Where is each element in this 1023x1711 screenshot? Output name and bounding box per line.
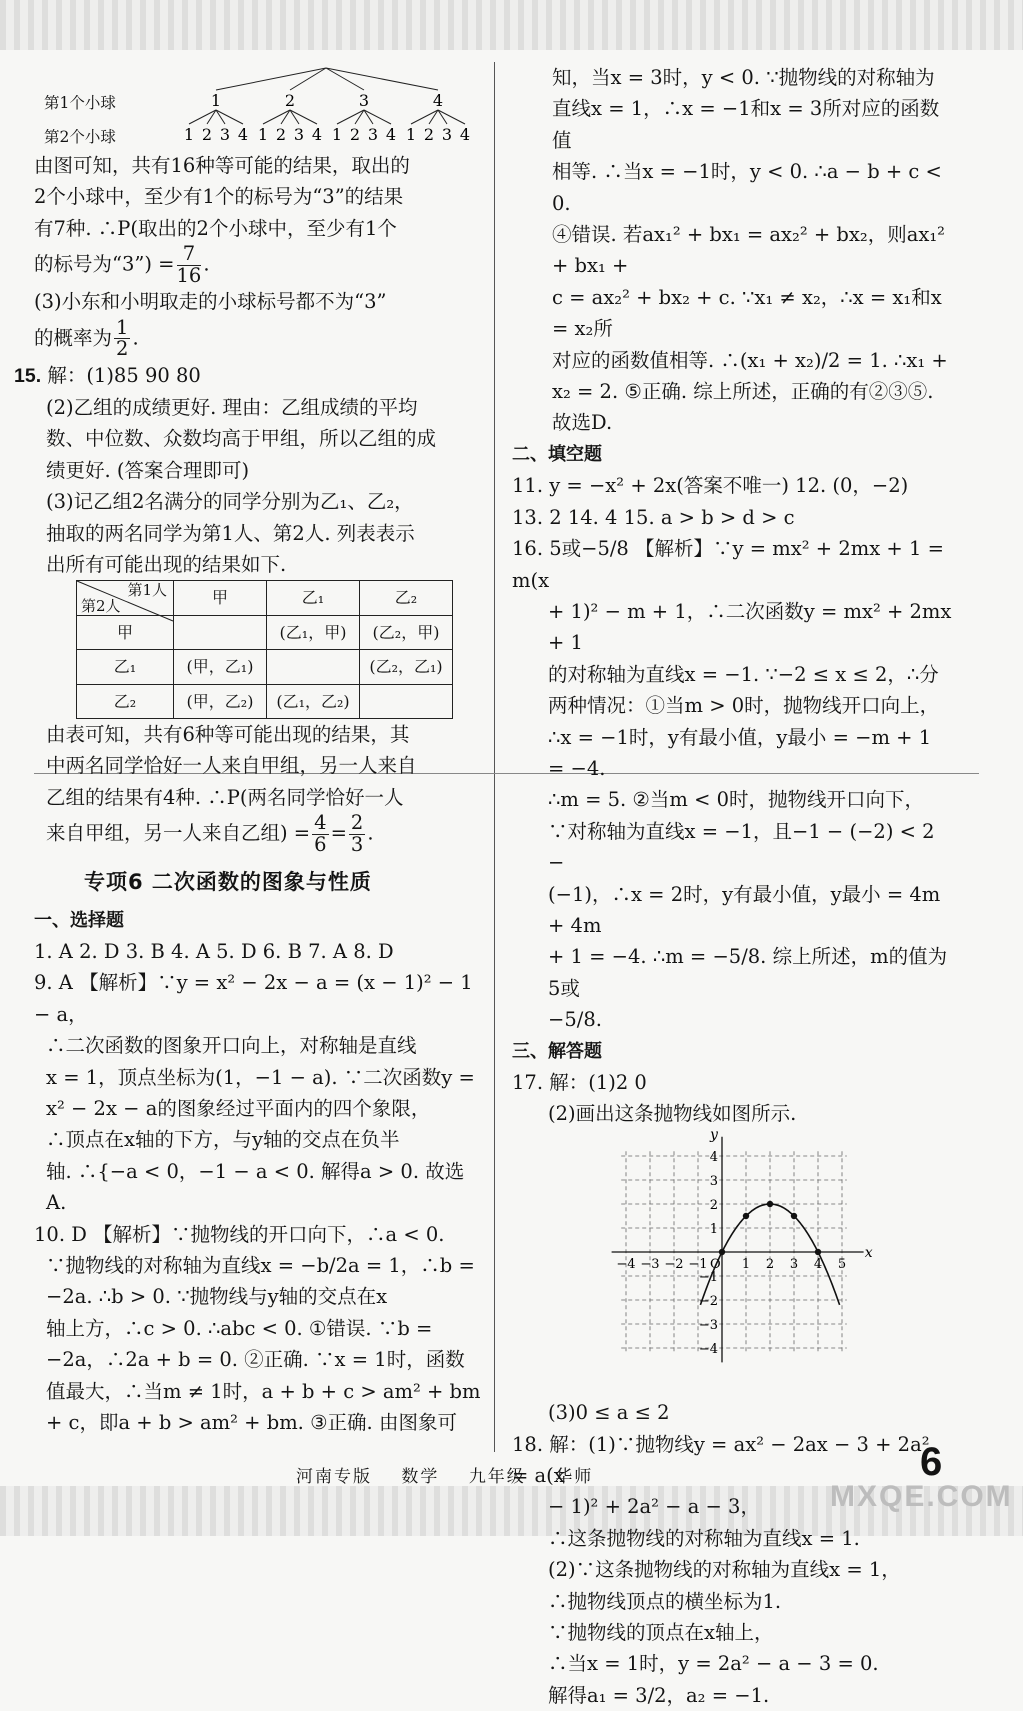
text-line: ∴x = −1时，y有最小值，y最小 = −m + 1 = −4. (548, 725, 932, 780)
table-cell: (乙₁，甲) (267, 615, 360, 649)
footer-subject: 数学 (401, 1467, 440, 1487)
tree-node: 1 (210, 91, 222, 110)
x-tick-label: 4 (813, 1256, 823, 1272)
tree-lines (34, 62, 482, 150)
tree-leaf: 3 (367, 125, 379, 144)
text-line: 中两名同学恰好一人来自甲组，另一人来自 (46, 754, 417, 778)
text-line: ∵抛物线的顶点在x轴上， (548, 1621, 774, 1645)
tree-label-first: 第1个小球 (44, 94, 116, 112)
fraction: $\frac{4}{6}$ (314, 811, 327, 856)
y-tick-label: 2 (709, 1197, 718, 1213)
table-corner: 第1人 第2人 (77, 581, 174, 615)
text-line: (2)画出这条抛物线如图所示. (548, 1102, 797, 1126)
text-line: ∴二次函数的图象开口向上，对称轴是直线 (46, 1034, 417, 1058)
text-line: 值最大，∴当m ≠ 1时，a + b + c > am² + bm (46, 1379, 481, 1403)
x-tick-label: 3 (789, 1256, 799, 1272)
y-axis-label: y (710, 1127, 718, 1144)
left-column (14, 62, 482, 1438)
page-footer (296, 1462, 615, 1487)
text-line: −2a. ∴b > 0. ∵抛物线与y轴的交点在x (46, 1285, 388, 1309)
x-tick-label: −1 (688, 1256, 708, 1272)
parabola-graph (602, 1127, 952, 1391)
text-line: ∴这条抛物线的对称轴为直线x = 1. (548, 1526, 860, 1550)
text-line: 的对称轴为直线x = −1. ∵−2 ≤ x ≤ 2，∴分 (548, 662, 939, 686)
text-line: 故选D. (552, 411, 613, 435)
text-line: 来自甲组，另一人来自乙组) = $\frac{4}{6}$ = $\frac{2}{3}$ . (46, 811, 374, 856)
tree-leaf: 3 (441, 125, 453, 144)
tree-leaf: 1 (331, 125, 343, 144)
tree-leaf: 1 (183, 125, 195, 144)
table-cell: (甲，乙₁) (174, 650, 267, 684)
y-tick-label: −2 (698, 1293, 718, 1309)
text-line: 轴. ∴{−a < 0，−1 − a < 0. 解得a > 0. 故选A. (46, 1159, 465, 1215)
tree-branch (326, 68, 438, 90)
tree-leaf: 4 (237, 125, 249, 144)
text-line: 出所有可能出现的结果如下. (46, 552, 287, 576)
text-line: 的标号为“3”) = $\frac{7}{16}$ . (34, 242, 210, 287)
text-line: −5/8. (548, 1008, 602, 1032)
table-cell: (乙₂，甲) (360, 615, 453, 649)
y-tick-label: 1 (709, 1221, 718, 1237)
text-line: ∴m = 5. ②当m < 0时，抛物线开口向下， (548, 788, 925, 812)
tree-leaf: 2 (275, 125, 287, 144)
footer-publisher: 华师 (555, 1467, 594, 1487)
text-line: c = ax₂² + bx₂ + c. ∵x₁ ≠ x₂，∴x = x₁和x = x₂所 (552, 285, 942, 341)
subsection-title: 三、解答题 (512, 1040, 602, 1062)
table-header: 甲 (174, 581, 267, 615)
y-tick-label: −4 (698, 1341, 718, 1357)
x-tick-label: −3 (640, 1256, 660, 1272)
curve-point (719, 1249, 725, 1255)
table-header: 乙₁ (267, 581, 360, 615)
choice-answers: 1. A 2. D 3. B 4. A 5. D 6. B 7. A 8. D (34, 939, 394, 963)
graph-svg (602, 1127, 882, 1382)
decorative-top-border (0, 0, 1023, 50)
text-line: ∵抛物线的对称轴为直线x = −b/2a = 1，∴b = (46, 1254, 475, 1277)
table-cell: (甲，乙₂) (174, 684, 267, 718)
x-axis-label: x (864, 1244, 873, 1261)
text-line: 有7种. ∴P(取出的2个小球中，至少有1个 (34, 216, 397, 240)
text-line: + c，即a + b > am² + bm. ③正确. 由图象可 (46, 1411, 457, 1435)
y-tick-label: 4 (709, 1149, 718, 1165)
text-line: 18. 解：(1)∵抛物线y = ax² − 2ax − 3 + 2a² = a(x (512, 1432, 930, 1488)
tree-leaf: 4 (311, 125, 323, 144)
text-line: 11. y = −x² + 2x(答案不唯一) 12. (0，−2) (512, 474, 909, 498)
text-line: ∴顶点在x轴的下方，与y轴的交点在负半 (46, 1128, 400, 1152)
fraction: $\frac{1}{2}$ (116, 315, 129, 361)
x-tick-label: −4 (616, 1256, 636, 1272)
text-line: x₂ = 2. ⑤正确. 综上所述，正确的有②③⑤. (552, 380, 934, 404)
text-line: 两种情况：①当m > 0时，抛物线开口向上， (548, 694, 940, 718)
tree-node: 2 (284, 91, 296, 110)
curve-point (743, 1213, 749, 1219)
table-row (77, 684, 453, 718)
text-line: 2个小球中，至少有1个的标号为“3”的结果 (34, 185, 404, 209)
tree-leaf: 4 (385, 125, 397, 144)
tree-leaf: 2 (349, 125, 361, 144)
text-line: 数、中位数、众数均高于甲组，所以乙组的成 (46, 427, 437, 451)
subsection-title: 二、填空题 (512, 443, 602, 465)
text-line: + 1)² − m + 1，∴二次函数y = mx² + 2mx + 1 (548, 599, 952, 655)
curve-point (767, 1201, 773, 1207)
text-line: ④错误. 若ax₁² + bx₁ = ax₂² + bx₂，则ax₁² + bx₁ + (552, 223, 945, 278)
text-line: 对应的函数值相等. ∴(x₁ + x₂)/2 = 1. ∴x₁ + (552, 348, 948, 372)
tree-leaf: 4 (459, 125, 471, 144)
table-cell (267, 650, 360, 684)
text-line: 直线x = 1，∴x = −1和x = 3所对应的函数值 (552, 97, 940, 152)
text-line: − 1)² + 2a² − a − 3， (548, 1495, 760, 1519)
table-header: 乙₂ (360, 581, 453, 615)
tree-leaf: 3 (293, 125, 305, 144)
y-tick-label: −3 (698, 1317, 718, 1333)
footer-grade: 九年级 (468, 1467, 526, 1487)
fraction: $\frac{2}{3}$ (350, 811, 364, 856)
text-line: 17. 解：(1)2 0 (512, 1071, 647, 1094)
text-line: (2)乙组的成绩更好. 理由：乙组成绩的平均 (46, 395, 418, 419)
tree-label-second: 第2个小球 (44, 128, 116, 146)
origin-label: O (710, 1256, 721, 1272)
table-cell (360, 684, 453, 718)
text-line: 10. D 【解析】∵抛物线的开口向下，∴a < 0. (34, 1222, 445, 1246)
text-line: 知，当x = 3时，y < 0. ∵抛物线的对称轴为 (552, 66, 935, 89)
text-line: 的概率为 $\frac{1}{2}$ . (34, 315, 139, 361)
tree-branch (216, 68, 326, 90)
text-line: (3)记乙组2名满分的同学分别为乙₁、乙₂， (46, 490, 414, 514)
table-cell: (乙₁，乙₂) (267, 684, 360, 718)
table-cell (174, 615, 267, 649)
section-title: 专项6 二次函数的图象与性质 (84, 870, 372, 895)
text-line: 解得a₁ = 3/2，a₂ = −1. (548, 1683, 770, 1707)
text-line: 抽取的两名同学为第1人、第2人. 列表表示 (46, 521, 415, 545)
page-number: 6 (920, 1440, 943, 1484)
text-line: 轴上方，∴c > 0. ∴abc < 0. ①错误. ∵b = (46, 1316, 433, 1340)
text-line: 16. 5或−5/8 【解析】∵y = mx² + 2mx + 1 = m(x (512, 537, 944, 592)
y-tick-label: −1 (698, 1269, 718, 1285)
text-line: x = 1，顶点坐标为(1，−1 − a). ∵二次函数y = (46, 1065, 475, 1089)
text-line: 乙组的结果有4种. ∴P(两名同学恰好一人 (46, 785, 404, 809)
text-line: ∴当x = 1时，y = 2a² − a − 3 = 0. (548, 1652, 879, 1676)
tree-leaf: 3 (219, 125, 231, 144)
text-line: ∵对称轴为直线x = −1，且−1 − (−2) < 2 − (548, 819, 935, 875)
row-label: 甲 (77, 615, 174, 649)
text-line: + 1 = −4. ∴m = −5/8. 综上所述，m的值为5或 (548, 945, 948, 1000)
tree-leaf: 2 (423, 125, 435, 144)
tree-node: 4 (432, 91, 444, 110)
row-label: 乙₁ (77, 650, 174, 684)
fraction: $\frac{7}{16}$ (176, 242, 202, 287)
text-line: 由图可知，共有16种等可能的结果，取出的 (34, 154, 410, 177)
x-tick-label: −2 (664, 1256, 684, 1272)
question-15: 15. 解：(1)85 90 80 (14, 363, 201, 387)
text-line: x² − 2x − a的图象经过平面内的四个象限， (46, 1096, 431, 1120)
text-line: (−1)，∴x = 2时，y有最小值，y最小 = 4m + 4m (548, 882, 941, 937)
watermark: MXQE.COM (830, 1480, 1013, 1513)
text-line: 绩更好. (答案合理即可) (46, 458, 250, 482)
row-label: 乙₂ (77, 684, 174, 718)
text-line: 9. A 【解析】∵y = x² − 2x − a = (x − 1)² − 1 − a， (34, 971, 473, 1026)
column-divider (494, 62, 495, 1452)
text-line: 由表可知，共有6种等可能出现的结果，其 (46, 722, 410, 746)
table-cell: (乙₂，乙₁) (360, 650, 453, 684)
x-tick-label: 5 (837, 1256, 847, 1272)
tree-leaf: 1 (257, 125, 269, 144)
tree-diagram (34, 62, 482, 150)
text-line: (3)0 ≤ a ≤ 2 (548, 1401, 670, 1425)
text-line: (2)∵这条抛物线的对称轴为直线x = 1， (548, 1558, 901, 1582)
footer-region: 河南专版 (296, 1467, 372, 1487)
subsection-title: 一、选择题 (34, 909, 124, 931)
y-tick-label: 3 (709, 1173, 718, 1189)
table-row (77, 650, 453, 684)
text-line: 相等. ∴当x = −1时，y < 0. ∴a − b + c < 0. (552, 160, 942, 215)
curve-point (815, 1249, 821, 1255)
results-table (76, 580, 453, 719)
curve-point (791, 1213, 797, 1219)
tree-node: 3 (358, 91, 370, 110)
tree-leaf: 2 (201, 125, 213, 144)
x-tick-label: 1 (741, 1256, 751, 1272)
tree-leaf: 1 (405, 125, 417, 144)
text-line: (3)小东和小明取走的小球标号都不为“3” (34, 290, 387, 314)
text-line: 13. 2 14. 4 15. a > b > d > c (512, 505, 795, 529)
text-line: −2a，∴2a + b = 0. ②正确. ∵x = 1时，函数 (46, 1348, 465, 1372)
text-line: ∴抛物线顶点的横坐标为1. (548, 1589, 782, 1613)
x-tick-label: 2 (765, 1256, 775, 1272)
